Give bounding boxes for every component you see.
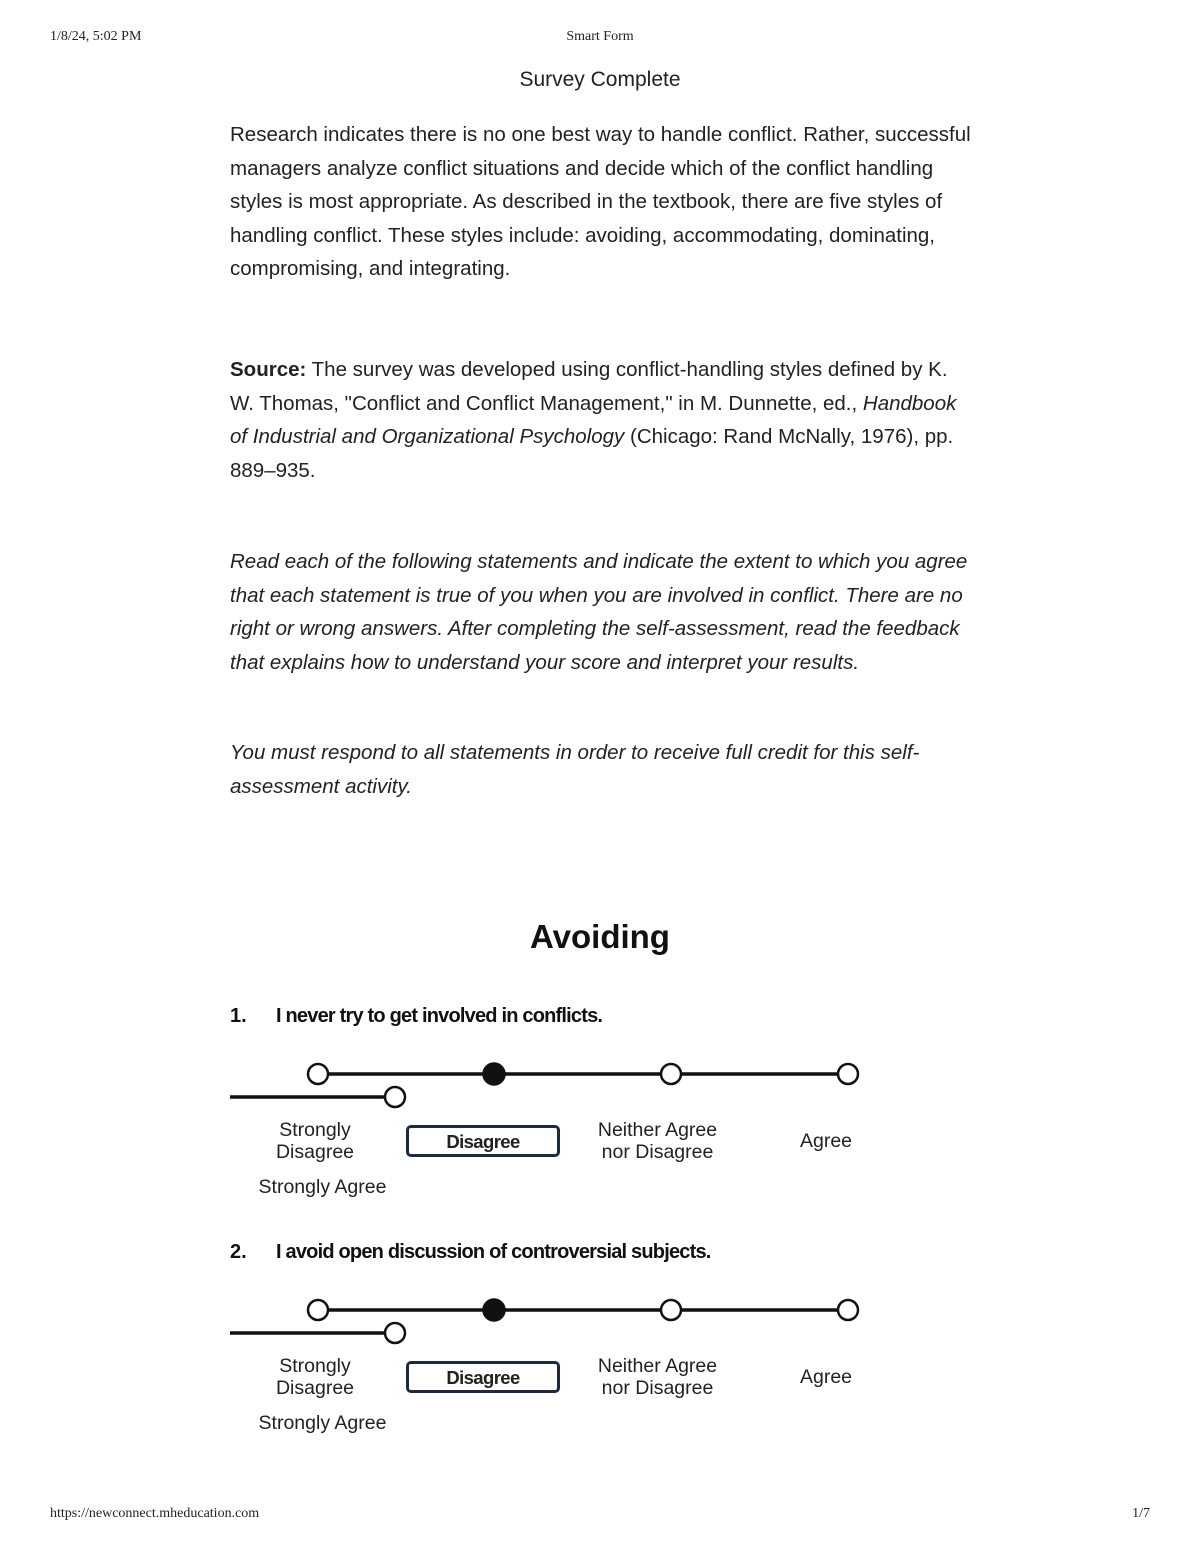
question-2 [0,1241,1200,1471]
question-text: I avoid open discussion of controversial subjects. [276,1241,711,1263]
section-title: Avoiding [530,918,670,955]
label-neither: Neither Agree nor Disagree [597,1355,718,1399]
radio-neither[interactable] [661,1300,681,1320]
page-title: Survey Complete [519,68,681,91]
radio-strongly-disagree[interactable] [308,1064,328,1084]
radio-agree[interactable] [838,1300,858,1320]
print-footer-url: https://newconnect.mheducation.com [50,1506,260,1521]
label-disagree-selected: Disagree [406,1361,560,1393]
radio-strongly-agree[interactable] [385,1323,405,1343]
label-strongly-agree: Strongly Agree [258,1176,387,1198]
label-agree: Agree [799,1130,853,1152]
question-number: 2. [230,1241,247,1263]
radio-strongly-disagree[interactable] [308,1300,328,1320]
radio-disagree-selected[interactable] [484,1300,505,1321]
source-label: Source: [230,358,307,381]
radio-disagree-selected[interactable] [484,1064,505,1085]
source-paragraph [230,353,975,487]
likert-scale [0,1005,1200,1125]
print-header-datetime: 1/8/24, 5:02 PM [50,29,142,44]
print-header [0,29,1200,49]
source-text-after: (Chicago: Rand McNally, 1976), pp. 889–935. [230,425,954,482]
label-neither: Neither Agree nor Disagree [597,1119,718,1163]
question-1 [0,1005,1200,1235]
print-footer [0,1506,1200,1526]
source-book-title: Handbook of Industrial and Organizational Psychology [230,391,957,449]
question-number: 1. [230,1005,247,1027]
question-text: I never try to get involved in conflicts. [276,1005,603,1027]
print-header-title: Smart Form [566,29,634,44]
credit-note [230,736,975,803]
intro-text: Research indicates there is no one best way to handle conflict. Rather, successful managers analyze conflict situations and decide which of the conflict handling styles is most appropriate. As described in the textbook, there are five styles of handling conflict. These styles include: avoiding, accommodating, dominating, compromising, and integrating. [230,123,971,281]
radio-agree[interactable] [838,1064,858,1084]
credit-note-text: You must respond to all statements in order to receive full credit for this self-assessment activity. [230,741,920,798]
instructions-text: Read each of the following statements and indicate the extent to which you agree that each statement is true of you when you are involved in conflict. There are no right or wrong answers. After completing the self-assessment, read the feedback that explains how to understand your score and interpret your results. [230,550,968,674]
label-disagree-selected: Disagree [406,1125,560,1157]
likert-scale [0,1241,1200,1361]
radio-strongly-agree[interactable] [385,1087,405,1107]
source-text-before: The survey was developed using conflict-handling styles defined by K. W. Thomas, "Conflict and Conflict Management," in M. Dunnette, ed., [230,358,948,415]
instructions-paragraph [230,545,975,679]
label-strongly-disagree: Strongly Disagree [275,1119,355,1163]
radio-neither[interactable] [661,1064,681,1084]
print-footer-page: 1/7 [1132,1506,1150,1521]
label-strongly-agree: Strongly Agree [258,1412,387,1434]
source-citation [230,353,975,487]
label-strongly-disagree: Strongly Disagree [275,1355,355,1399]
label-agree: Agree [799,1366,853,1388]
intro-paragraph [230,118,975,286]
